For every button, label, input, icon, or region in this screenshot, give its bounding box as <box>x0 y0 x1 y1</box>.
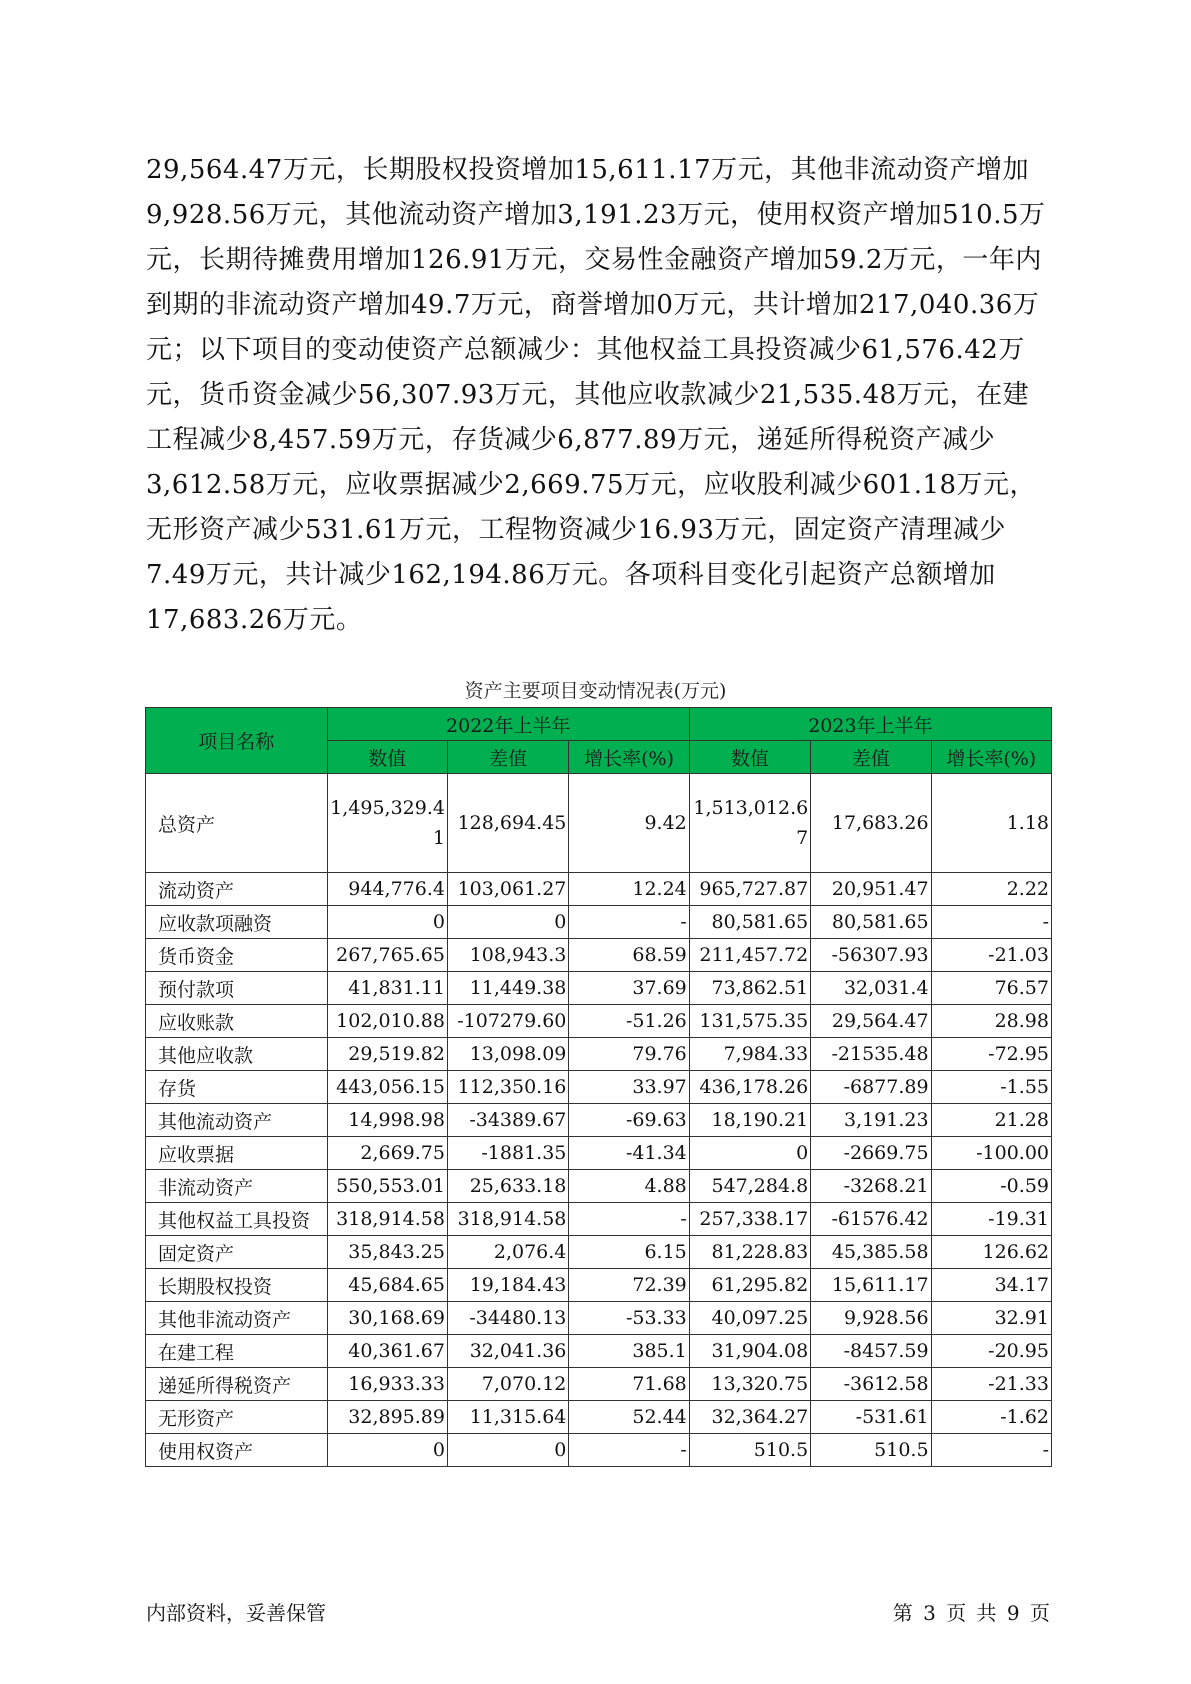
growth-2023: 2.22 <box>931 873 1051 906</box>
value-2023: 31,904.08 <box>689 1335 810 1368</box>
diff-2022: 103,061.27 <box>447 873 568 906</box>
diff-2022: 25,633.18 <box>447 1170 568 1203</box>
growth-2023: - <box>931 1434 1051 1467</box>
value-2023: 61,295.82 <box>689 1269 810 1302</box>
row-name: 存货 <box>146 1071 328 1104</box>
growth-2022: 68.59 <box>569 939 689 972</box>
row-name: 流动资产 <box>146 873 328 906</box>
row-name: 使用权资产 <box>146 1434 328 1467</box>
table-row <box>146 906 1052 939</box>
growth-2023: 28.98 <box>931 1005 1051 1038</box>
table-row <box>146 1203 1052 1236</box>
value-2022: 550,553.01 <box>327 1170 447 1203</box>
growth-2022: 9.42 <box>569 774 689 873</box>
table-row <box>146 1005 1052 1038</box>
diff-2023: 17,683.26 <box>811 774 931 873</box>
row-name: 在建工程 <box>146 1335 328 1368</box>
growth-2022: - <box>569 906 689 939</box>
diff-2022: 2,076.4 <box>447 1236 568 1269</box>
header-period-2023: 2023年上半年 <box>689 708 1051 741</box>
diff-2023: -8457.59 <box>811 1335 931 1368</box>
value-2023: 0 <box>689 1137 810 1170</box>
row-name: 递延所得税资产 <box>146 1368 328 1401</box>
value-2023: 73,862.51 <box>689 972 810 1005</box>
diff-2022: -107279.60 <box>447 1005 568 1038</box>
growth-2023: -0.59 <box>931 1170 1051 1203</box>
value-2022: 29,519.82 <box>327 1038 447 1071</box>
table-row <box>146 1137 1052 1170</box>
value-2023: 1,513,012.67 <box>689 774 810 873</box>
diff-2022: 7,070.12 <box>447 1368 568 1401</box>
header-diff-2022: 差值 <box>447 741 568 774</box>
growth-2023: -1.62 <box>931 1401 1051 1434</box>
growth-2022: - <box>569 1203 689 1236</box>
diff-2023: -3268.21 <box>811 1170 931 1203</box>
value-2023: 81,228.83 <box>689 1236 810 1269</box>
growth-2023: 126.62 <box>931 1236 1051 1269</box>
row-name: 应收票据 <box>146 1137 328 1170</box>
growth-2022: -41.34 <box>569 1137 689 1170</box>
value-2022: 16,933.33 <box>327 1368 447 1401</box>
header-item-name: 项目名称 <box>146 708 328 774</box>
diff-2022: 13,098.09 <box>447 1038 568 1071</box>
table-row <box>146 939 1052 972</box>
row-name: 其他流动资产 <box>146 1104 328 1137</box>
growth-2023: -20.95 <box>931 1335 1051 1368</box>
growth-2023: -72.95 <box>931 1038 1051 1071</box>
table-row <box>146 1038 1052 1071</box>
header-diff-2023: 差值 <box>811 741 931 774</box>
row-name: 预付款项 <box>146 972 328 1005</box>
row-name: 应收款项融资 <box>146 906 328 939</box>
diff-2023: 80,581.65 <box>811 906 931 939</box>
table-row <box>146 1368 1052 1401</box>
growth-2023: -19.31 <box>931 1203 1051 1236</box>
table-row <box>146 1236 1052 1269</box>
value-2022: 35,843.25 <box>327 1236 447 1269</box>
value-2023: 211,457.72 <box>689 939 810 972</box>
growth-2022: -53.33 <box>569 1302 689 1335</box>
table-row <box>146 1071 1052 1104</box>
row-name: 其他权益工具投资 <box>146 1203 328 1236</box>
row-name: 应收账款 <box>146 1005 328 1038</box>
value-2023: 257,338.17 <box>689 1203 810 1236</box>
value-2022: 443,056.15 <box>327 1071 447 1104</box>
growth-2022: -69.63 <box>569 1104 689 1137</box>
growth-2022: 72.39 <box>569 1269 689 1302</box>
growth-2022: 6.15 <box>569 1236 689 1269</box>
value-2022: 0 <box>327 906 447 939</box>
diff-2023: 510.5 <box>811 1434 931 1467</box>
footer-confidential-note: 内部资料，妥善保管 <box>146 1601 326 1625</box>
diff-2022: 108,943.3 <box>447 939 568 972</box>
value-2023: 131,575.35 <box>689 1005 810 1038</box>
header-growth-2022: 增长率(%) <box>569 741 689 774</box>
value-2022: 41,831.11 <box>327 972 447 1005</box>
body-paragraph: 29,564.47万元，长期股权投资增加15,611.17万元，其他非流动资产增加9,928.56万元，其他流动资产增加3,191.23万元，使用权资产增加510.5万元，长期待摊费用增加126.91万元，交易性金融资产增加59.2万元，一年内到期的非流动资产增加49.7万元，商誉增加0万元，共计增加217,040.36万元；以下项目的变动使资产总额减少：其他权益工具投资减少61,576.42万元，货币资金减少56,307.93万元，其他应收款减少21,535.48万元，在建工程减少8,457.59万元，存货减少6,877.89万元，递延所得税资产减少3,612.58万元，应收票据减少2,669.75万元，应收股利减少601.18万元，无形资产减少531.61万元，工程物资减少16.93万元，固定资产清理减少7.49万元，共计减少162,194.86万元。各项科目变化引起资产总额增加17,683.26万元。 <box>146 155 1046 635</box>
growth-2022: 385.1 <box>569 1335 689 1368</box>
diff-2023: -3612.58 <box>811 1368 931 1401</box>
header-value-2023: 数值 <box>689 741 810 774</box>
growth-2022: 37.69 <box>569 972 689 1005</box>
growth-2022: 52.44 <box>569 1401 689 1434</box>
header-growth-2023: 增长率(%) <box>931 741 1051 774</box>
table-row <box>146 1269 1052 1302</box>
growth-2023: 21.28 <box>931 1104 1051 1137</box>
table-row <box>146 1401 1052 1434</box>
diff-2022: 128,694.45 <box>447 774 568 873</box>
header-period-2022: 2022年上半年 <box>327 708 689 741</box>
row-name: 其他非流动资产 <box>146 1302 328 1335</box>
diff-2023: 15,611.17 <box>811 1269 931 1302</box>
table-caption: 资产主要项目变动情况表(万元) <box>464 680 727 702</box>
diff-2022: 19,184.43 <box>447 1269 568 1302</box>
row-name: 总资产 <box>146 774 328 873</box>
value-2022: 267,765.65 <box>327 939 447 972</box>
growth-2023: 34.17 <box>931 1269 1051 1302</box>
diff-2022: -34389.67 <box>447 1104 568 1137</box>
value-2022: 944,776.4 <box>327 873 447 906</box>
table-row <box>146 873 1052 906</box>
growth-2022: 71.68 <box>569 1368 689 1401</box>
value-2023: 32,364.27 <box>689 1401 810 1434</box>
header-value-2022: 数值 <box>327 741 447 774</box>
table-row <box>146 1335 1052 1368</box>
growth-2022: - <box>569 1434 689 1467</box>
diff-2023: -2669.75 <box>811 1137 931 1170</box>
diff-2022: 11,449.38 <box>447 972 568 1005</box>
diff-2022: 0 <box>447 906 568 939</box>
value-2022: 14,998.98 <box>327 1104 447 1137</box>
table-row-total-assets <box>146 774 1052 873</box>
growth-2023: -100.00 <box>931 1137 1051 1170</box>
value-2023: 13,320.75 <box>689 1368 810 1401</box>
diff-2022: 318,914.58 <box>447 1203 568 1236</box>
value-2022: 102,010.88 <box>327 1005 447 1038</box>
diff-2022: 32,041.36 <box>447 1335 568 1368</box>
asset-change-table <box>145 707 1052 1467</box>
diff-2023: 29,564.47 <box>811 1005 931 1038</box>
value-2023: 7,984.33 <box>689 1038 810 1071</box>
growth-2022: -51.26 <box>569 1005 689 1038</box>
row-name: 长期股权投资 <box>146 1269 328 1302</box>
diff-2023: 3,191.23 <box>811 1104 931 1137</box>
value-2023: 80,581.65 <box>689 906 810 939</box>
diff-2023: -21535.48 <box>811 1038 931 1071</box>
value-2022: 32,895.89 <box>327 1401 447 1434</box>
value-2023: 547,284.8 <box>689 1170 810 1203</box>
row-name: 无形资产 <box>146 1401 328 1434</box>
value-2023: 18,190.21 <box>689 1104 810 1137</box>
growth-2023: 32.91 <box>931 1302 1051 1335</box>
diff-2023: 32,031.4 <box>811 972 931 1005</box>
growth-2023: -21.33 <box>931 1368 1051 1401</box>
value-2022: 0 <box>327 1434 447 1467</box>
growth-2023: 1.18 <box>931 774 1051 873</box>
diff-2023: 45,385.58 <box>811 1236 931 1269</box>
diff-2023: -531.61 <box>811 1401 931 1434</box>
table-row <box>146 1170 1052 1203</box>
growth-2023: - <box>931 906 1051 939</box>
value-2023: 510.5 <box>689 1434 810 1467</box>
row-name: 非流动资产 <box>146 1170 328 1203</box>
diff-2023: 9,928.56 <box>811 1302 931 1335</box>
value-2022: 40,361.67 <box>327 1335 447 1368</box>
value-2023: 436,178.26 <box>689 1071 810 1104</box>
value-2023: 965,727.87 <box>689 873 810 906</box>
diff-2022: -1881.35 <box>447 1137 568 1170</box>
table-row <box>146 972 1052 1005</box>
diff-2022: -34480.13 <box>447 1302 568 1335</box>
growth-2022: 33.97 <box>569 1071 689 1104</box>
value-2023: 40,097.25 <box>689 1302 810 1335</box>
value-2022: 30,168.69 <box>327 1302 447 1335</box>
value-2022: 318,914.58 <box>327 1203 447 1236</box>
growth-2023: -21.03 <box>931 939 1051 972</box>
diff-2023: -6877.89 <box>811 1071 931 1104</box>
diff-2022: 112,350.16 <box>447 1071 568 1104</box>
table-row <box>146 1104 1052 1137</box>
diff-2022: 11,315.64 <box>447 1401 568 1434</box>
diff-2023: -56307.93 <box>811 939 931 972</box>
diff-2023: -61576.42 <box>811 1203 931 1236</box>
growth-2022: 79.76 <box>569 1038 689 1071</box>
table-row <box>146 1434 1052 1467</box>
row-name: 货币资金 <box>146 939 328 972</box>
value-2022: 1,495,329.41 <box>327 774 447 873</box>
diff-2023: 20,951.47 <box>811 873 931 906</box>
growth-2022: 4.88 <box>569 1170 689 1203</box>
value-2022: 2,669.75 <box>327 1137 447 1170</box>
row-name: 其他应收款 <box>146 1038 328 1071</box>
value-2022: 45,684.65 <box>327 1269 447 1302</box>
growth-2023: -1.55 <box>931 1071 1051 1104</box>
diff-2022: 0 <box>447 1434 568 1467</box>
footer-page-number: 第 3 页 共 9 页 <box>892 1601 1050 1625</box>
growth-2022: 12.24 <box>569 873 689 906</box>
row-name: 固定资产 <box>146 1236 328 1269</box>
growth-2023: 76.57 <box>931 972 1051 1005</box>
table-row <box>146 1302 1052 1335</box>
